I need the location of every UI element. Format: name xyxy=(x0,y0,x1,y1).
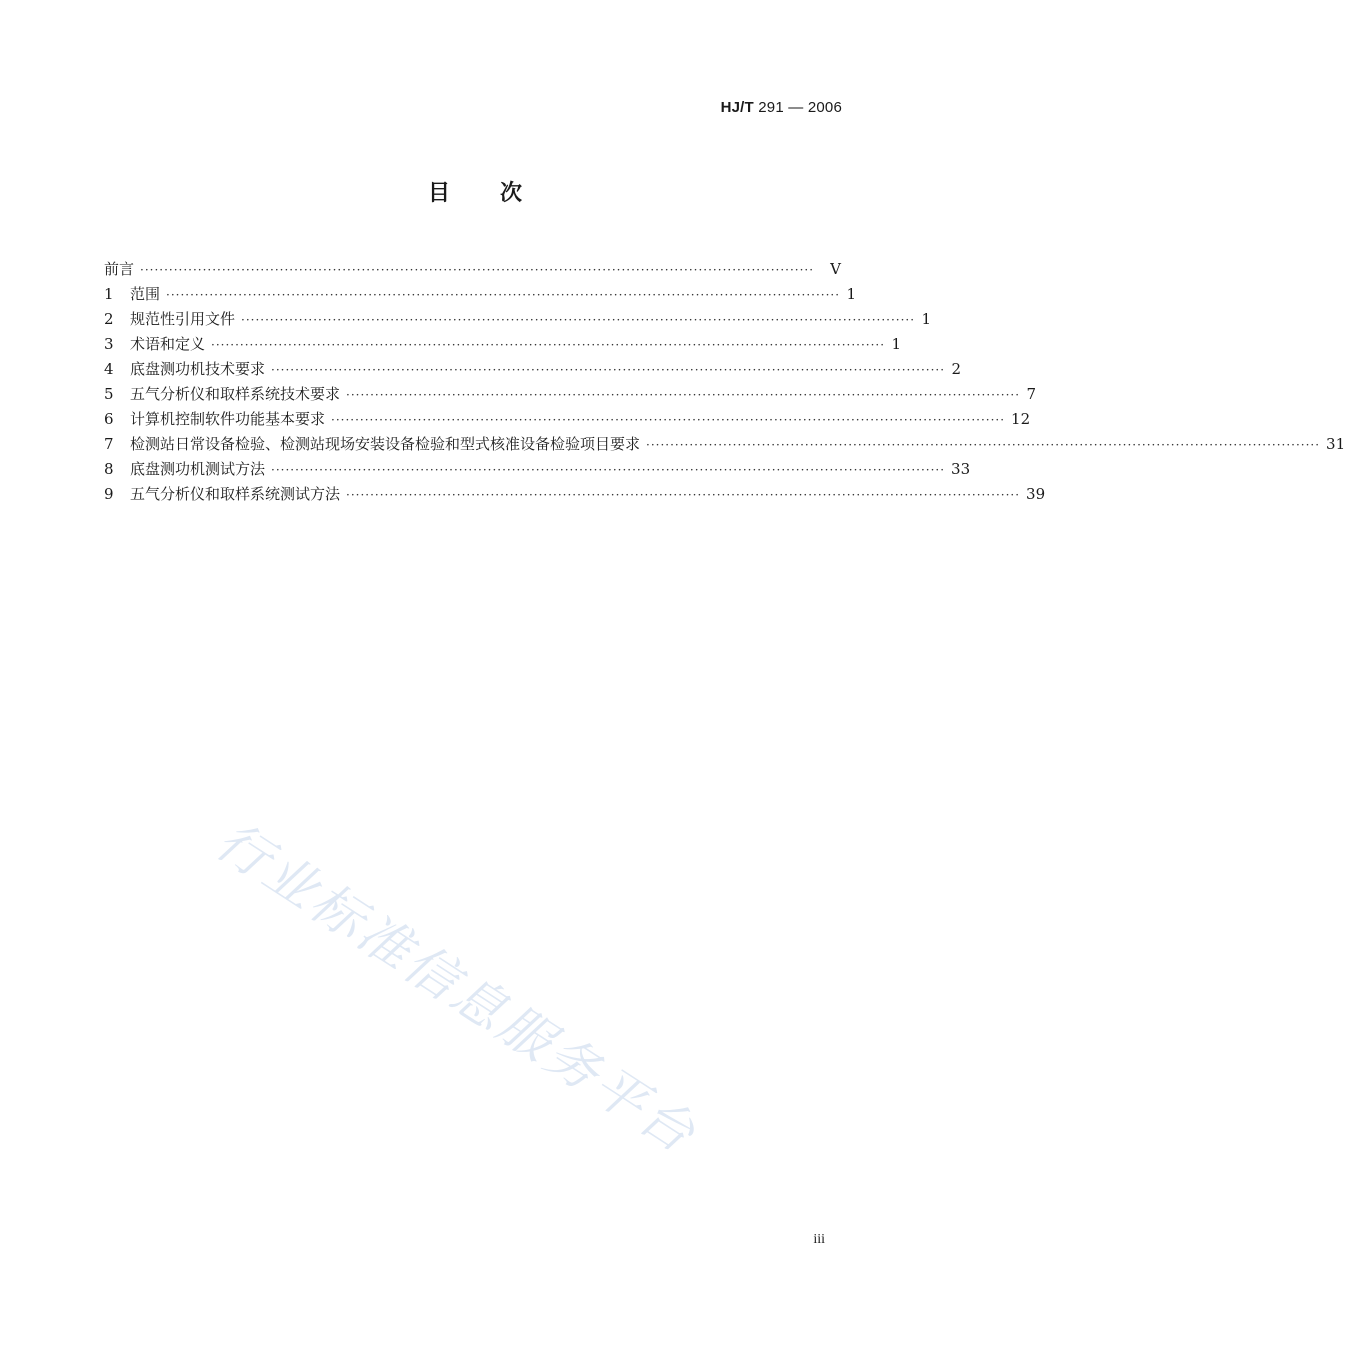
toc-number: 6 xyxy=(104,410,114,428)
page-number: iii xyxy=(813,1232,825,1247)
toc-page: 39 xyxy=(1026,485,1046,503)
watermark: 行业标准信息服务平台 xyxy=(205,810,708,1167)
toc-label: 五气分析仪和取样系统测试方法 xyxy=(130,485,341,503)
toc-number: 2 xyxy=(104,310,114,328)
toc-row[interactable] xyxy=(104,308,932,333)
toc-label: 五气分析仪和取样系统技术要求 xyxy=(130,385,341,403)
toc-leader-dots: ············································································································································ xyxy=(346,388,1021,402)
toc-number: 7 xyxy=(104,435,114,453)
toc-label: 计算机控制软件功能基本要求 xyxy=(130,410,326,428)
toc-leader-dots: ············································································································································ xyxy=(211,338,886,352)
toc-page: 33 xyxy=(951,460,971,478)
toc-leader-dots: ············································································································································ xyxy=(331,413,1006,427)
toc-number: 4 xyxy=(104,360,114,378)
toc-label: 前言 xyxy=(104,260,135,278)
toc-page: 2 xyxy=(951,360,962,378)
toc-page: Ⅴ xyxy=(830,260,841,278)
toc-leader-dots: ············································································································································ xyxy=(271,363,946,377)
toc-leader-dots: ············································································································································ xyxy=(241,313,916,327)
toc-row[interactable] xyxy=(104,408,1031,433)
toc-leader-dots: ············································································································································ xyxy=(140,263,815,277)
toc-page: 1 xyxy=(891,335,902,353)
toc-row[interactable] xyxy=(104,458,971,483)
standard-code xyxy=(721,99,842,116)
toc-number: 3 xyxy=(104,335,114,353)
toc-page: 1 xyxy=(921,310,932,328)
toc-number: 8 xyxy=(104,460,114,478)
toc-row[interactable] xyxy=(104,383,1037,408)
toc-row[interactable] xyxy=(104,333,902,358)
title-char-1: 目 xyxy=(427,181,450,206)
toc-number: 5 xyxy=(104,385,114,403)
toc-row[interactable] xyxy=(104,483,1046,508)
toc-row[interactable] xyxy=(104,358,962,383)
toc-row[interactable] xyxy=(104,258,841,283)
toc-leader-dots: ············································································································································ xyxy=(271,463,946,477)
toc-number: 9 xyxy=(104,485,114,503)
toc-page: 7 xyxy=(1026,385,1037,403)
toc-label: 底盘测功机技术要求 xyxy=(130,360,266,378)
table-of-contents xyxy=(104,258,1345,508)
toc-label: 术语和定义 xyxy=(130,335,206,353)
toc-label: 规范性引用文件 xyxy=(130,310,236,328)
toc-leader-dots: ············································································································································ xyxy=(346,488,1021,502)
standard-number: 291 — 2006 xyxy=(758,99,842,116)
toc-page: 1 xyxy=(846,285,857,303)
toc-page: 31 xyxy=(1326,435,1345,453)
toc-row[interactable] xyxy=(104,283,857,308)
toc-leader-dots: ············································································································································ xyxy=(166,288,841,302)
toc-label: 范围 xyxy=(130,285,161,303)
standard-prefix: HJ/T xyxy=(720,99,754,116)
toc-label: 检测站日常设备检验、检测站现场安装设备检验和型式核准设备检验项目要求 xyxy=(130,435,641,453)
toc-row[interactable] xyxy=(104,433,1345,458)
toc-page: 12 xyxy=(1011,410,1031,428)
toc-number: 1 xyxy=(104,285,114,303)
title-char-2: 次 xyxy=(500,181,523,206)
toc-label: 底盘测功机测试方法 xyxy=(130,460,266,478)
toc-leader-dots: ············································································································································ xyxy=(646,438,1321,452)
page-title xyxy=(0,176,950,207)
